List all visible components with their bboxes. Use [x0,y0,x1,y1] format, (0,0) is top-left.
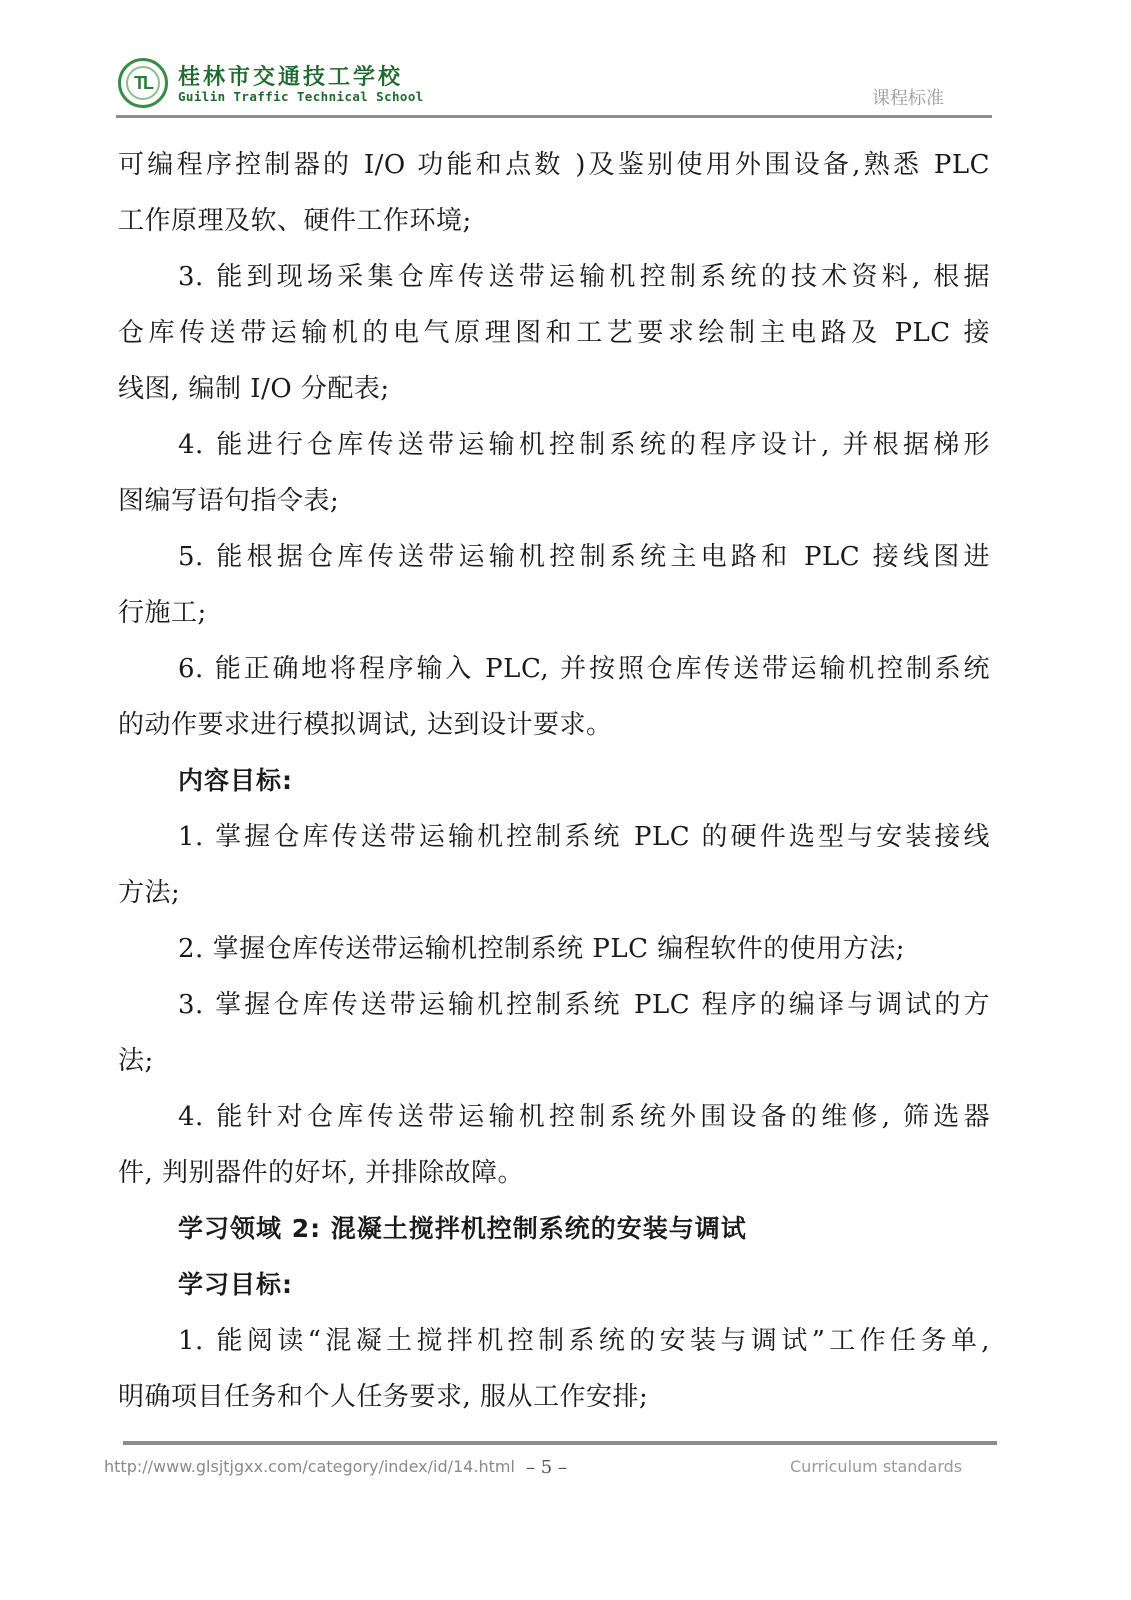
paragraph-line: 线图, 编制 I/O 分配表; [118,374,390,404]
paragraph-line: 3. 能到现场采集仓库传送带运输机控制系统的技术资料, 根据 [178,262,990,292]
paragraph-line: 图编写语句指令表; [118,486,340,516]
school-name-en: Guilin Traffic Technical School [178,89,424,104]
section-heading: 学习领域 2: 混凝土搅拌机控制系统的安装与调试 [178,1214,747,1243]
footer-divider [123,1441,997,1445]
school-logo-icon: TL [118,58,168,108]
paragraph-line: 行施工; [118,598,207,628]
paragraph-line: 1. 掌握仓库传送带运输机控制系统 PLC 的硬件选型与安装接线 [178,822,990,852]
paragraph-line: 4. 能针对仓库传送带运输机控制系统外围设备的维修, 筛选器 [178,1102,990,1132]
paragraph-line: 件, 判别器件的好坏, 并排除故障。 [118,1158,525,1188]
school-name-cn: 桂林市交通技工学校 [178,65,404,90]
paragraph-line: 可编程序控制器的 I/O 功能和点数 )及鉴别使用外围设备,熟悉 PLC [118,150,990,180]
paragraph-line: 工作原理及软、硬件工作环境; [118,206,472,236]
paragraph-line: 6. 能正确地将程序输入 PLC, 并按照仓库传送带运输机控制系统 [178,654,990,684]
paragraph-line: 明确项目任务和个人任务要求, 服从工作安排; [118,1382,649,1412]
footer-label: Curriculum standards [790,1457,963,1476]
paragraph-line: 的动作要求进行模拟调试, 达到设计要求。 [118,710,613,740]
page-header [0,0,1131,120]
page-number: – 5 – [526,1457,567,1478]
section-heading: 内容目标: [178,766,293,795]
paragraph-line: 方法; [118,878,181,908]
document-body [118,137,990,1425]
paragraph-line: 3. 掌握仓库传送带运输机控制系统 PLC 程序的编译与调试的方 [178,990,990,1020]
footer-url: http://www.glsjtjgxx.com/category/index/id/14.html [104,1457,515,1476]
section-heading: 学习目标: [178,1270,293,1299]
paragraph-line: 法; [118,1046,154,1076]
header-divider [116,115,992,118]
paragraph-line: 仓库传送带运输机的电气原理图和工艺要求绘制主电路及 PLC 接 [118,318,990,348]
paragraph-line: 5. 能根据仓库传送带运输机控制系统主电路和 PLC 接线图进 [178,542,990,572]
paragraph-line: 4. 能进行仓库传送带运输机控制系统的程序设计, 并根据梯形 [178,430,990,460]
paragraph-line: 2. 掌握仓库传送带运输机控制系统 PLC 编程软件的使用方法; [178,934,906,964]
paragraph-line: 1. 能阅读“混凝土搅拌机控制系统的安装与调试”工作任务单, [178,1326,990,1356]
document-type-label: 课程标准 [872,88,944,109]
